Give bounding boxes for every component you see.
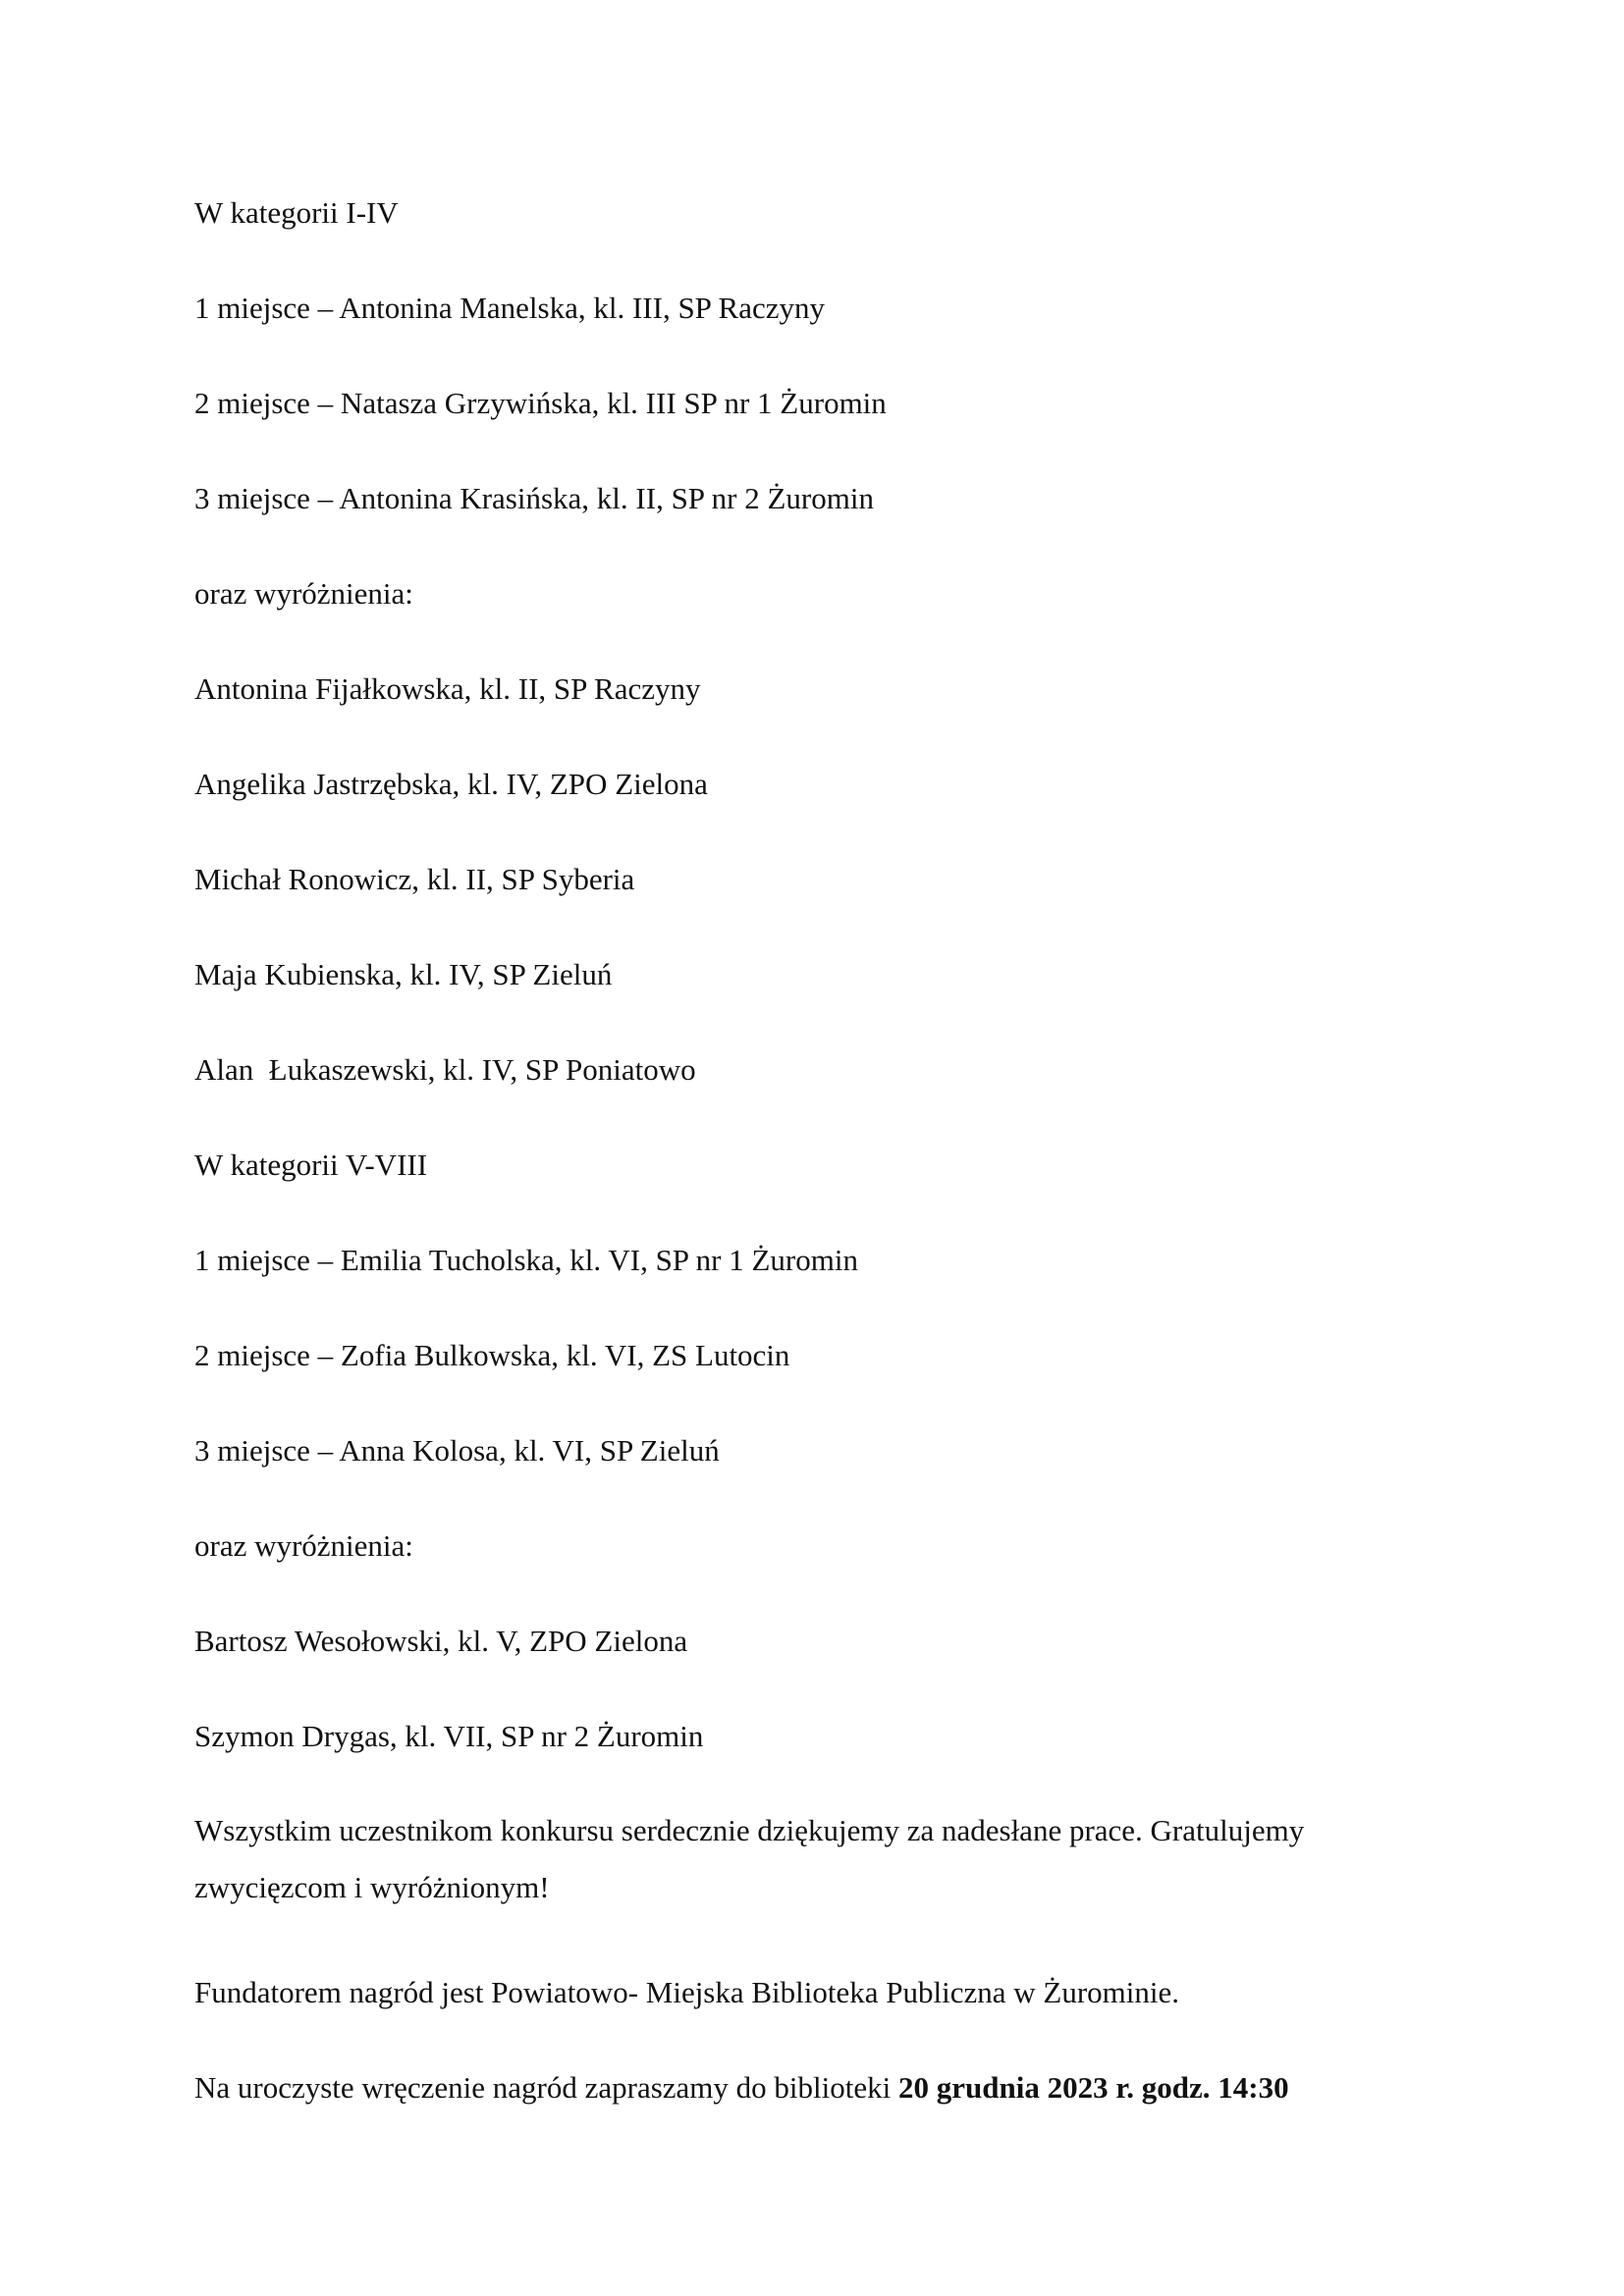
category-1-place-2: 2 miejsce – Natasza Grzywińska, kl. III SP nr 1 Żuromin [194,386,887,420]
category-2-distinction-1: Bartosz Wesołowski, kl. V, ZPO Zielona [194,1624,688,1658]
category-1-distinction-2: Angelika Jastrzębska, kl. IV, ZPO Zielona [194,767,708,801]
category-2-place-2: 2 miejsce – Zofia Bulkowska, kl. VI, ZS Lutocin [194,1338,790,1372]
category-2-distinctions-label: oraz wyróżnienia: [194,1528,413,1563]
category-1-heading: W kategorii I-IV [194,195,399,230]
category-1-distinctions-label: oraz wyróżnienia: [194,576,413,611]
category-1-distinction-3: Michał Ronowicz, kl. II, SP Syberia [194,862,635,896]
category-2-place-1: 1 miejsce – Emilia Tucholska, kl. VI, SP nr 1 Żuromin [194,1243,858,1277]
category-2-heading: W kategorii V-VIII [194,1148,428,1182]
invitation-text: Na uroczyste wręczenie nagród zapraszamy do biblioteki [194,2070,898,2105]
funder-paragraph: Fundatorem nagród jest Powiatowo- Miejska Biblioteka Publiczna w Żurominie. [194,1975,1180,2009]
category-1-distinction-4: Maja Kubienska, kl. IV, SP Zieluń [194,957,613,991]
invitation-date-time: 20 grudnia 2023 r. godz. 14:30 [898,2070,1289,2105]
category-2-distinction-2: Szymon Drygas, kl. VII, SP nr 2 Żuromin [194,1719,704,1753]
invitation-paragraph [194,2070,1289,2106]
thanks-paragraph: Wszystkim uczestnikom konkursu serdecznie dziękujemy za nadesłane prace. Gratulujemy zwycięzcom i wyróżnionym! [194,1813,1305,1904]
category-2-place-3: 3 miejsce – Anna Kolosa, kl. VI, SP Zieluń [194,1433,720,1468]
category-1-distinction-1: Antonina Fijałkowska, kl. II, SP Raczyny [194,671,701,706]
category-1-place-1: 1 miejsce – Antonina Manelska, kl. III, SP Raczyny [194,291,825,325]
category-1-distinction-5: Alan Łukaszewski, kl. IV, SP Poniatowo [194,1052,696,1087]
category-1-place-3: 3 miejsce – Antonina Krasińska, kl. II, SP nr 2 Żuromin [194,481,874,515]
